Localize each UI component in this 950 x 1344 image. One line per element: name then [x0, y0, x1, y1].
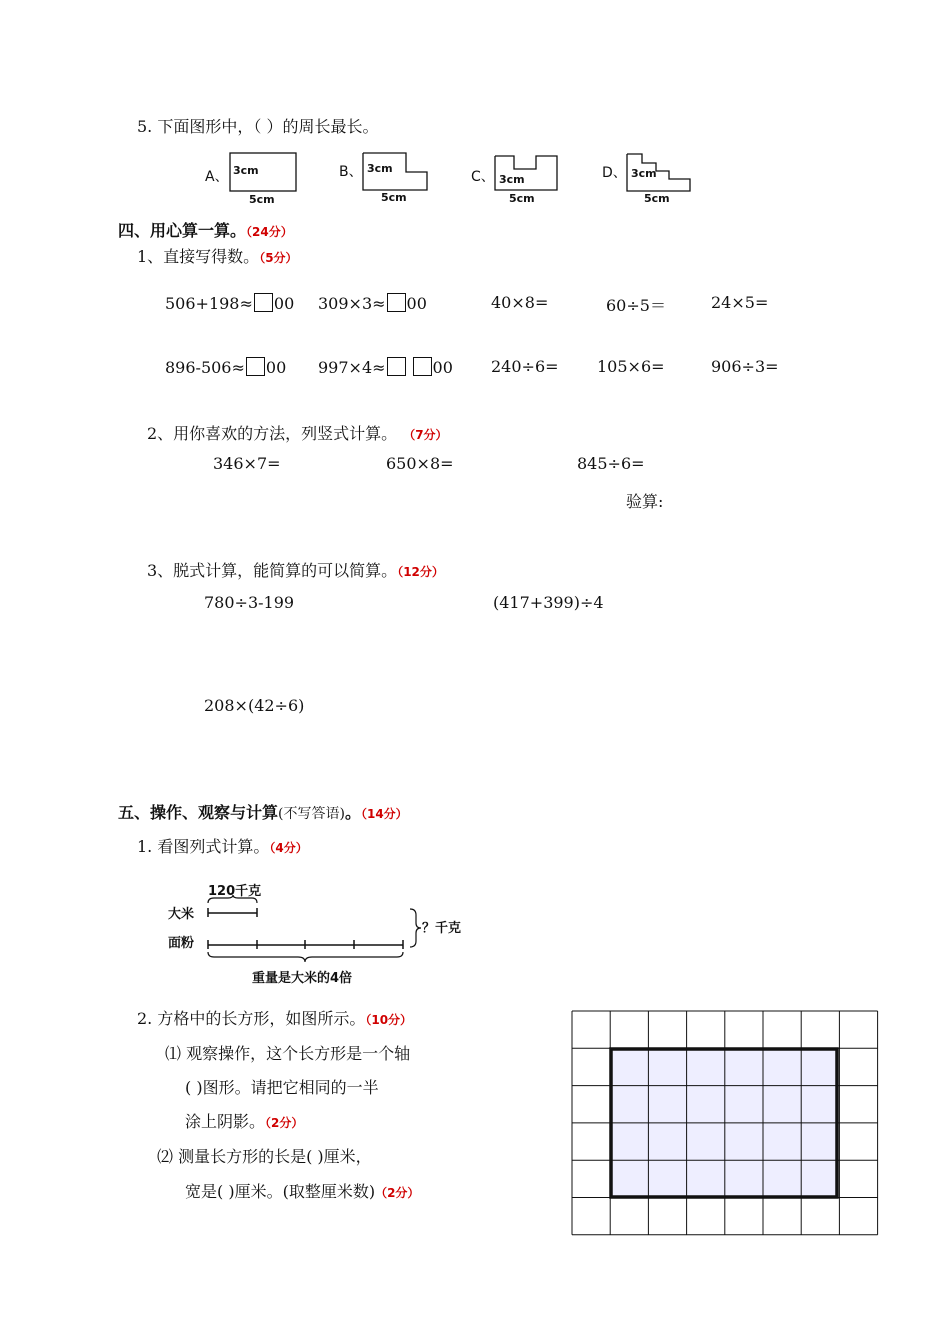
s4-p3-title: 3、脱式计算，能简算的可以简算。	[147, 561, 398, 580]
option-c-width: 5cm	[509, 192, 535, 205]
diagram-flour-label: 面粉	[168, 936, 195, 951]
calc-expression: 997×4≈	[318, 358, 386, 377]
option-d-height: 3cm	[631, 167, 657, 180]
answer-box[interactable]	[387, 357, 406, 376]
section5-note: (不写答语)	[278, 806, 345, 822]
s5-p2-sub1-line3	[185, 1109, 303, 1132]
diagram-bottom-label: 重量是大米的4倍	[252, 971, 353, 986]
s4-p1-title: 1、直接写得数。	[137, 247, 260, 266]
calc-expression: 506+198≈	[165, 294, 253, 313]
s5-p2-sub1-line1: ⑴ 观察操作，这个长方形是一个轴	[165, 1044, 411, 1063]
calc-item: 40×8=	[491, 293, 549, 312]
grid-with-rectangle	[570, 1009, 880, 1239]
calc-item: 240÷6=	[491, 357, 559, 376]
calc-item: 24×5=	[711, 293, 769, 312]
calc-suffix: 00	[265, 358, 287, 377]
s5-p2-sub2-points: （2分）	[375, 1186, 420, 1200]
section5-period: 。	[344, 803, 361, 822]
section5-title: 五、操作、观察与计算	[118, 803, 279, 822]
s5-p2-title: 2. 方格中的长方形，如图所示。	[137, 1009, 366, 1028]
s5-p1-points: （4分）	[269, 841, 308, 855]
s5-p2-sub2-line2	[185, 1179, 419, 1202]
s4-p1-points: （5分）	[259, 251, 298, 265]
diagram-top-label: 120千克	[208, 884, 262, 899]
calc-suffix: 00	[273, 294, 295, 313]
answer-box[interactable]	[413, 357, 432, 376]
answer-box[interactable]	[387, 293, 406, 312]
s5-p2-sub1-points: （2分）	[265, 1116, 304, 1130]
s4-p2-title: 2、用你喜欢的方法，列竖式计算。	[147, 424, 398, 443]
calc-expression: 896-506≈	[165, 358, 245, 377]
section4-title: 四、用心算一算。	[118, 221, 247, 240]
s5-p1-heading	[137, 834, 308, 857]
option-d-label: D、	[602, 165, 627, 181]
vertical-calc-item: 845÷6=	[577, 454, 645, 473]
s5-p2-sub2-text: 宽是( )厘米。(取整厘米数)	[185, 1182, 376, 1201]
section4-points: （24分）	[246, 225, 293, 239]
s5-p2-sub2-line1: ⑵ 测量长方形的长是( )厘米，	[157, 1147, 372, 1166]
s4-p1-heading	[137, 244, 298, 267]
s5-p2-heading	[137, 1006, 412, 1029]
option-b-width: 5cm	[381, 191, 407, 204]
s4-p2-points: （7分）	[409, 428, 448, 442]
option-a-width: 5cm	[249, 193, 275, 206]
check-label: 验算:	[626, 492, 664, 511]
s4-p3-heading	[147, 558, 444, 581]
option-b-label: B、	[339, 164, 363, 180]
option-d-width: 5cm	[644, 192, 670, 205]
s5-p2-sub1-text: 涂上阴影。	[185, 1112, 266, 1131]
calc-item: 60÷5＝	[606, 296, 666, 315]
section5-points: （14分）	[360, 807, 408, 821]
option-a-label: A、	[205, 169, 229, 185]
diagram-total-label: ？千克	[422, 921, 462, 936]
diagram-rice-label: 大米	[168, 907, 195, 922]
section5-heading	[118, 800, 408, 823]
stepwise-calc-item: 780÷3-199	[204, 593, 295, 612]
diagram-lines	[200, 895, 430, 970]
s5-p2-points: （10分）	[365, 1013, 413, 1027]
s5-p2-sub1-line2: ( )图形。请把它相同的一半	[185, 1078, 379, 1097]
s4-p3-points: （12分）	[397, 565, 444, 579]
option-b-height: 3cm	[367, 162, 393, 175]
option-c-label: C、	[471, 169, 495, 185]
calc-item	[318, 357, 453, 377]
calc-suffix: 00	[406, 294, 427, 313]
calc-expression: 309×3≈	[318, 294, 386, 313]
vertical-calc-item: 650×8=	[386, 454, 454, 473]
s4-p2-heading	[147, 421, 448, 444]
vertical-calc-item: 346×7=	[213, 454, 281, 473]
answer-box[interactable]	[254, 293, 273, 312]
answer-box[interactable]	[246, 357, 265, 376]
stepwise-calc-item: 208×(42÷6)	[204, 696, 305, 715]
calc-item	[165, 357, 286, 377]
q5-text: 5. 下面图形中，（ ）的周长最长。	[137, 117, 379, 136]
calc-item	[165, 293, 294, 313]
s5-p1-title: 1. 看图列式计算。	[137, 837, 270, 856]
stepwise-calc-item: (417+399)÷4	[493, 593, 604, 612]
calc-item: 105×6=	[597, 357, 665, 376]
option-a-height: 3cm	[233, 164, 259, 177]
calc-item	[318, 293, 427, 313]
option-c-height: 3cm	[499, 173, 525, 186]
calc-suffix: 00	[432, 358, 453, 377]
section4-heading	[118, 218, 293, 241]
calc-item: 906÷3=	[711, 357, 779, 376]
